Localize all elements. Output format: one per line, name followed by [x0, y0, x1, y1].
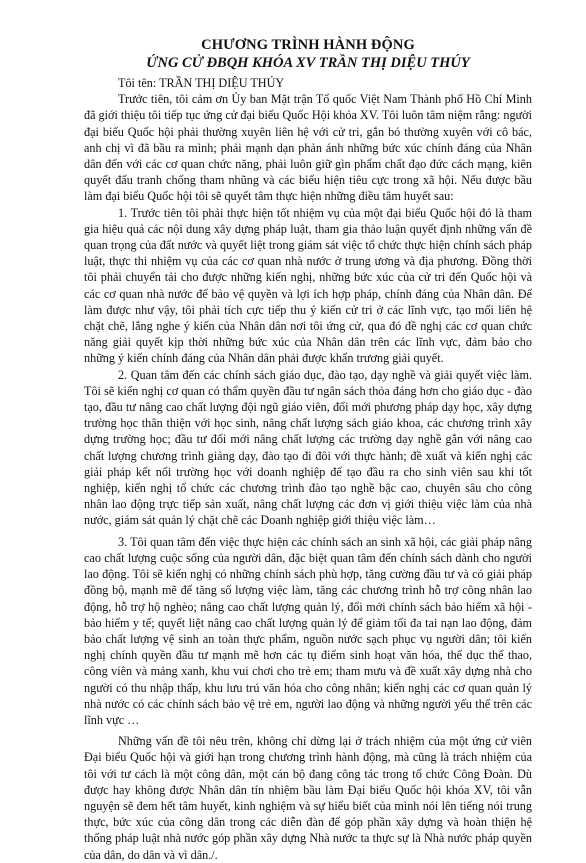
author-line: Tôi tên: TRẦN THỊ DIỆU THÚY: [118, 76, 285, 90]
paragraph-intro: Trước tiên, tôi cảm ơn Ủy ban Mặt trận Tổ quốc Việt Nam Thành phố Hồ Chí Minh đã giới thiệu tôi tiếp tục ứng cử đại biểu Quốc Hội khóa XV. Tôi luôn tâm niệm rằng: người đại biểu Quốc hội phải thường xuyên liên hệ với cử tri, gắn bó thường xuyên với cô bác, anh chị vì đã bầu ra mình; phải mạnh dạn phản ánh những bức xúc chính đáng của Nhân dân đến với các cơ quan chức năng, phải luôn giữ gìn phẩm chất đạo đức cách mạng, kiên quyết đấu tranh chống tham nhũng và các biểu hiện tiêu cực trong xã hội. Nếu được bầu làm đại biểu Quốc hội tôi sẽ quyết tâm thực hiện những điều tâm huyết sau:: [84, 92, 532, 204]
paragraph-point-2: 2. Quan tâm đến các chính sách giáo dục, đào tạo, dạy nghề và giải quyết việc làm. Tôi sẽ kiến nghị cơ quan có thẩm quyền đầu tư ngân sách thỏa đáng hơn cho giáo dục - đào tạo, đầu tư nâng cao chất lượng đội ngũ giáo viên, đổi mới phương pháp dạy học, xây dựng trường học thân thiện với học sinh, nâng chất lượng sách giáo khoa, các chương trình xây dựng trường học; đầu tư đổi mới nâng chất lượng các trường dạy nghề gắn với nâng cao chất lượng chương trình giảng dạy, đào tạo đi đôi với thực hành; đề xuất và kiến nghị các giải pháp kết nối trường học với doanh nghiệp để tạo đầu ra cho sinh viên sau khi tốt nghiệp, kiến nghị tổ chức các chương trình đào tạo nghề bậc cao, chuyên sâu cho công nhân lao động trực tiếp sản xuất, nâng chất lượng các đơn vị giới thiệu việc làm của nhà nước, giám sát quản lý chặt chẽ các Doanh nghiệp giới thiệu việc làm…: [84, 367, 532, 528]
document-title: CHƯƠNG TRÌNH HÀNH ĐỘNG: [201, 37, 415, 53]
document-subtitle: ỨNG CỬ ĐBQH KHÓA XV TRẦN THỊ DIỆU THÚY: [146, 55, 470, 71]
paragraph-point-3: 3. Tôi quan tâm đến việc thực hiện các chính sách an sinh xã hội, các giải pháp nâng cao chất lượng cuộc sống của người dân, đặc biệt quan tâm đến chính sách dành cho người lao động. Tôi sẽ kiến nghị có những chính sách phù hợp, tăng cường đầu tư và có giải pháp đồng bộ, mạnh mẽ để tăng số lượng việc làm, tăng các chương trình hỗ trợ công nhân lao động, hỗ trợ hộ nghèo; nâng cao chất lượng quản lý, đổi mới chính sách bảo hiểm xã hội - bảo hiểm y tế; quyết liệt nâng cao chất lượng quản lý để giảm tối đa tai nạn lao động, đảm bảo chất lượng vệ sinh an toàn thực phẩm, nguồn nước sạch phục vụ người dân; tôi kiến nghị chính quyền đầu tư mạnh mẽ hơn các tụ điểm sinh hoạt văn hóa, thể dục thể thao, công viên và mảng xanh, khu vui chơi cho trẻ em; tham mưu và đề xuất xây dựng nhà cho người có thu nhập thấp, khu lưu trú văn hóa cho công nhân; kiến nghị các cơ quan quản lý nhà nước có các chính sách bảo vệ trẻ em, người lao động và những người yếu thế trên các lĩnh vực …: [84, 534, 532, 727]
paragraph-conclusion: Những vấn đề tôi nêu trên, không chỉ dừng lại ở trách nhiệm của một ứng cử viên Đại biểu Quốc hội và giới hạn trong chương trình hành động, mà cũng là trách nhiệm của tôi với tư cách là một công dân, một cán bộ đang công tác trong tổ chức Công Đoàn. Dù được hay không được Nhân dân tín nhiệm bầu làm Đại biểu Quốc hội khóa XV, tôi vẫn nguyện sẽ đem hết tâm huyết, kinh nghiệm và sự hiểu biết của mình nói lên tiếng nói trung thực, bức xúc của công dân trong các diễn đàn để góp phần xây dựng và hoàn thiện hệ thống pháp luật nhà nước góp phần xây dựng Nhà nước ta thực sự là Nhà nước pháp quyền của dân, do dân và vì dân./.: [84, 734, 532, 862]
paragraph-point-1: 1. Trước tiên tôi phải thực hiện tốt nhiệm vụ của một đại biểu Quốc hội đó là tham gia hiệu quả các nội dung xây dựng pháp luật, tham gia thảo luận quyết định những vấn đề quan trọng của đất nước và quyết liệt trong giám sát việc tổ chức thực hiện chính sách pháp luật, thực thi nhiệm vụ của các cơ quan nhà nước ở trung ương và địa phương. Đồng thời tôi phải chuyển tải cho được những kiến nghị, những bức xúc của cử tri đến Quốc hội và các cơ quan nhà nước để bảo vệ quyền và lợi ích hợp pháp, chính đáng của Nhân dân. Để làm được như vậy, tôi phải tích cực tiếp thu ý kiến cử tri ở các lĩnh vực, tạo mối liên hệ chặt chẽ, lắng nghe ý kiến của Nhân dân nơi tôi ứng cử, qua đó đề nghị các cơ quan chức năng giải quyết kịp thời những bức xúc của Nhân dân trên các lĩnh vực, đảm bảo cho những ý kiến chính đáng của Nhân dân phải được khẩn trương giải quyết.: [84, 205, 532, 366]
